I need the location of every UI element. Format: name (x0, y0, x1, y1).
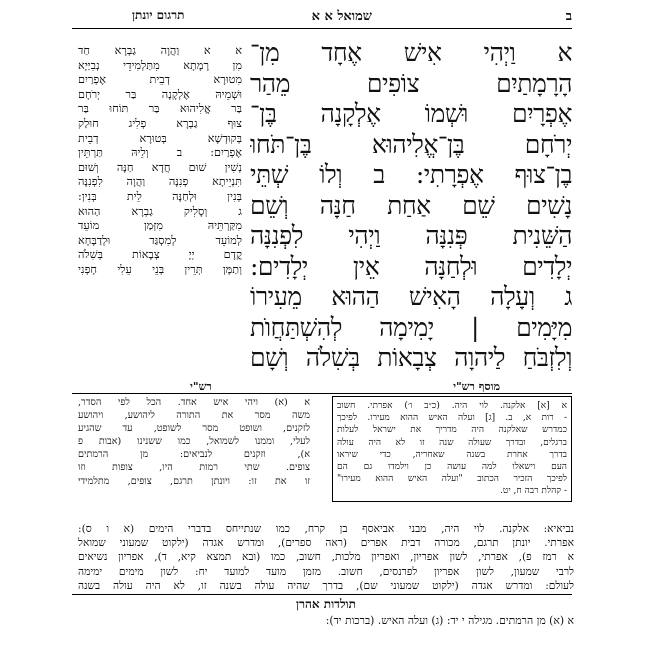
rashi-line: לעלי, וממנו לשמואל, כמו ששנינו (אבות פ (78, 436, 310, 448)
toldot-aharon-title: תולדות אהרן (296, 597, 356, 611)
rashi-line: א), וזקנים לנביאים: מן הרמתים (78, 449, 310, 461)
targum-line: מִטוּרָא דְבֵית אֶפְרַיִם (78, 73, 242, 87)
page-letter: ב (565, 9, 572, 24)
targum-line: צוּף גַבְרָא פְלִיג חוּלַק (78, 116, 242, 130)
mosaf-line: ברגלים, ובדרך שעולה שנה זו לא היה עולה (337, 437, 567, 448)
commentary-line: אפרתי. יונתן תרגם, מכורה דבית אפרים (ראה ספרים), ומדרש אגדה (ילקוט שמעוני שמואל (78, 537, 574, 550)
targum-column (78, 44, 242, 320)
verse-line: יְרֹחָם בֶּן־אֱלִיהוּא בֶּן־תֹּחוּ (250, 129, 572, 159)
verse-text-block (250, 38, 572, 378)
rashi-line: לזקנים, ושופט מסר לשופט, עד שהגיע (78, 423, 310, 435)
rashi-line: משה מסר את התורה ליהושע, ויהושע (78, 410, 310, 422)
targum-line: לְמוֹעֵד לְמִסְגַּד וּלְדַבָּחָא (78, 233, 242, 247)
targum-line: מִקַּרְתֵּיהּ מִזְּמַן מוֹעֵד (78, 219, 242, 233)
mosaf-rashi-box (332, 396, 572, 502)
targum-line: בְּקוּדְשָׁא בְּטוּרָא דְבֵית (78, 131, 242, 145)
commentary-line: לעולם: ומדרש אגדה (ילקוט שמעוני שם), בדרך שהיה עולה בשנה זו, לא היה עולה בשנה (78, 579, 574, 592)
mosaf-line: - קהלת רבה ח, יט. (500, 486, 567, 497)
targum-title: תרגום יונתן (132, 8, 185, 22)
header-rule (72, 28, 572, 29)
verse-line: יְלָדִים וּלְחַנָּה אֵין יְלָדִים: (250, 251, 572, 281)
targum-line: ג וְסָלִיק גַבְרָא הַהוּא (78, 204, 242, 218)
mosaf-line: א [א] אלקנה. לוי היה. (כ״ב ו׳) אפרתי. חשוב (337, 401, 567, 411)
targum-line: תִּנְיֵיתָא פְנִנָּה וַהֲוָה לִפְנִנָּה (78, 175, 242, 189)
book-chapter-title: שמואל א א (311, 9, 372, 24)
targum-line: בְּנִין וּלְחַנָּה לֵית בְּנִין: (78, 189, 242, 203)
targum-line: בַּר אֱלִיהוּא בַּר תּוֹחוּ בַּר (78, 102, 242, 116)
rashi-title: רש"י (190, 380, 212, 393)
toldot-aharon-block (78, 614, 574, 628)
targum-line: וּשְׁמֵיהּ אֶלְקָנָה בַּר יְרֹחָם (78, 87, 242, 101)
mosaf-line: העם וישאלו למה עושה כן וילמדו גם הם (337, 462, 567, 473)
targum-line: וְתַמָּן תְּרֵין בְּנֵי עֵלִי חָפְנִי (78, 262, 242, 276)
verse-line: וְלִזְבֹּחַ לַיהוָה צְבָאוֹת בְּשִׁלֹה וְשָׁם (250, 343, 572, 372)
rashi-line: א (א) ויהי איש אחד. הכל לפי הסדר, (78, 397, 310, 408)
toldot-line: א (א) מן הרמתים. מגילה י יד: (ג) ועלה האיש. (ברכות יד): (325, 614, 574, 627)
mosaf-line: - רות א, ב. [ג] ועלה האיש ההוא מעירו. לפיכך (337, 413, 567, 424)
mosaf-rashi-title: מוסף רש"י (453, 380, 500, 393)
mosaf-line: לפיכך הזכיר הכתוב "ועלה האיש ההוא מעירו" (337, 474, 567, 485)
rashi-column (78, 396, 310, 488)
rashi-top-rule (72, 393, 572, 394)
verse-line: א וַיְהִי אִישׁ אֶחָד מִן־ (250, 38, 572, 67)
targum-line: קֳדָם יְיָ צְבָאוֹת בְּשִׁלֹה (78, 248, 242, 262)
rashi-line: צופים. שתי רמות היו, צופות וזו (78, 462, 310, 474)
verse-line: אֶפְרָיִם וּשְׁמוֹ אֶלְקָנָה בֶּן־ (250, 99, 572, 128)
targum-line: א א וַהֲוָה גַבְרָא חַד (78, 44, 242, 57)
commentary-line: לרבי שמעון, לשון אפריון לפרנסים, חשוב. מזמן מועד למועד יח: לשון מימים ימימה (78, 565, 574, 578)
targum-line: אֶפְרַיִם: ב וְלֵיהּ תַּרְתֵּין (78, 146, 242, 160)
mosaf-line: כמדרש שאלקנה היה מדריך את ישראל לעלות (337, 425, 567, 436)
page-header (72, 8, 572, 30)
toldot-rule (72, 594, 572, 595)
targum-line: מִן רָמָתָא מִתַּלְמִידֵי נְבִיַּיָא (78, 58, 242, 72)
mosaf-line: בדרך אחרת בשנה שאחריה, כדי שיראו (337, 449, 567, 460)
verse-line: הָרָמָתַיִם צוֹפִים מֵהַר (250, 68, 572, 98)
commentary-line: א רמז פ), אפרתי, לשון אפריון, ואפריון מלכות, חשוב, כמו (ובא תמצא קיא, ד), אפריון נשיאים (78, 551, 574, 564)
verse-line: נָשִׁים שֵׁם אַחַת חַנָּה וְשֵׁם (250, 190, 572, 220)
commentary-line: נביאיא: אלקנה. לוי היה, מבני אביאסף בן קרח, כמו שנתייחס בדברי הימים (א ו ס): (78, 523, 574, 535)
verse-line: ג וְעָלָה הָאִישׁ הַהוּא מֵעִירוֹ (250, 282, 572, 311)
verse-line: מִיָּמִים | יָמִימָה לְהִשְׁתַּחֲוֺת (250, 312, 572, 342)
verse-line: בֶן־צוּף אֶפְרָתִי: ב וְלוֹ שְׁתֵּי (250, 160, 572, 189)
rashi-line: זו את זו: ויונתן תרגם, צופים, מתלמידי (78, 475, 310, 487)
verse-line: הַשֵּׁנִית פְּנִנָּה וַיְהִי לִפְנִנָּה (250, 221, 572, 250)
commentary-block (78, 522, 574, 593)
targum-line: נְשִׁין שׁוּם חֲדָא חַנָּה וְשׁוּם (78, 160, 242, 174)
